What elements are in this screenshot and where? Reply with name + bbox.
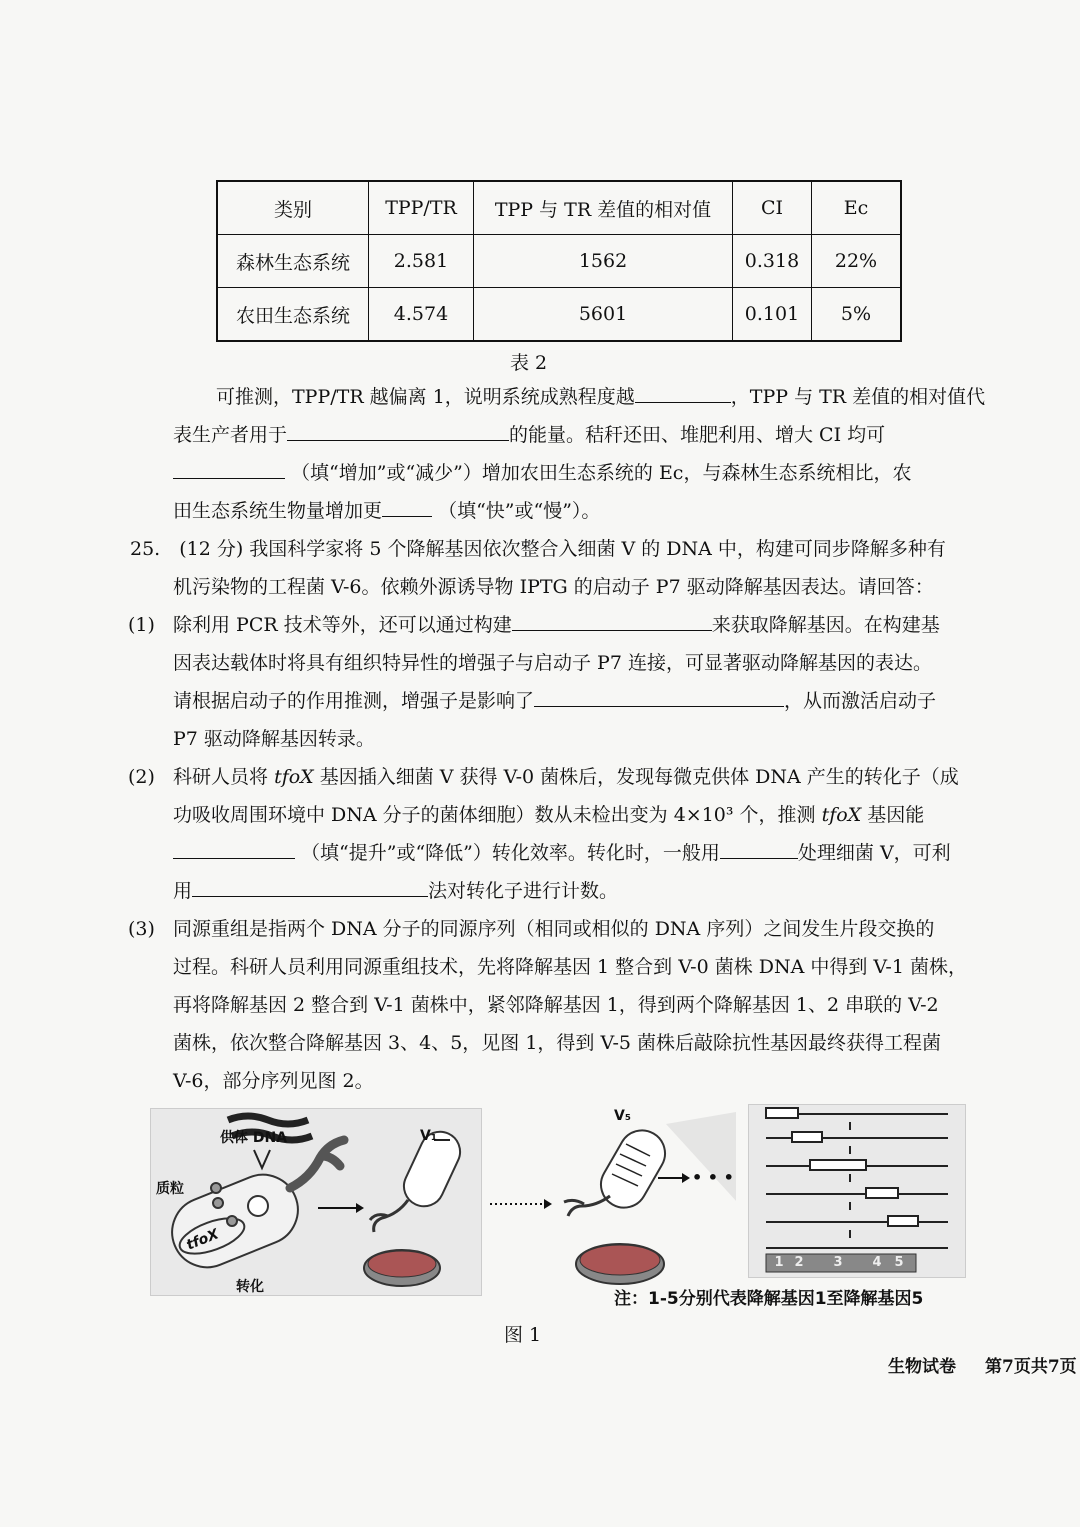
q25-part1-line-3 bbox=[173, 682, 936, 720]
q25-part2-line-1 bbox=[173, 758, 959, 796]
table-header-cell: TPP/TR bbox=[369, 181, 474, 235]
gene-number: 1 bbox=[774, 1255, 784, 1270]
table-header-cell: CI bbox=[733, 181, 812, 235]
q24-line-3 bbox=[173, 454, 911, 492]
text: （填“增加”或“减少”）增加农田生态系统的 Ec，与森林生态系统相比，农 bbox=[291, 462, 912, 484]
table-cell: 森林生态系统 bbox=[217, 235, 369, 288]
q25-intro-2: 机污染物的工程菌 V-6。依赖外源诱导物 IPTG 的启动子 P7 驱动降解基因表达。请回答： bbox=[173, 576, 934, 598]
text: 田生态系统生物量增加更 bbox=[173, 500, 383, 522]
q25-intro-1: 25. (12 分) 我国科学家将 5 个降解基因依次整合入细菌 V 的 DNA 中，构建可同步降解多种有 bbox=[130, 538, 946, 560]
text: ，TPP 与 TR 差值的相对值代 bbox=[730, 386, 986, 408]
table-cell: 1562 bbox=[474, 235, 733, 288]
q25-part1-line-4: P7 驱动降解基因转录。 bbox=[173, 728, 375, 750]
integration-steps-diagram bbox=[748, 1104, 964, 1276]
table-cell: 4.574 bbox=[369, 288, 474, 342]
data-table bbox=[216, 180, 902, 342]
q25-part3-line-2: 过程。科研人员利用同源重组技术，先将降解基因 1 整合到 V-0 菌株 DNA 中得到 V-1 菌株， bbox=[173, 956, 967, 978]
answer-blank[interactable] bbox=[534, 684, 784, 707]
text: 基因插入细菌 V 获得 V-0 菌株后，发现每微克供体 DNA 产生的转化子（成 bbox=[319, 766, 959, 788]
figure-note: 注：1-5分别代表降解基因1至降解基因5 bbox=[614, 1289, 924, 1309]
text: 除利用 PCR 技术等外，还可以通过构建 bbox=[173, 614, 512, 636]
table-cell: 0.101 bbox=[733, 288, 812, 342]
text: 基因能 bbox=[867, 804, 925, 826]
gene-number: 2 bbox=[794, 1255, 804, 1270]
gene-number: 3 bbox=[833, 1255, 843, 1270]
transform-label: 转化 bbox=[236, 1279, 264, 1295]
table-header-cell: TPP 与 TR 差值的相对值 bbox=[474, 181, 733, 235]
q24-line-1 bbox=[216, 378, 985, 416]
q25-part1-number: (1) bbox=[128, 614, 155, 636]
text: 处理细菌 V，可利 bbox=[797, 842, 951, 864]
gene-number: 4 bbox=[872, 1255, 882, 1270]
answer-blank[interactable] bbox=[192, 874, 428, 897]
text: 功吸收周围环境中 DNA 分子的菌体细胞）数从未检出变为 4×10³ 个，推测 bbox=[173, 804, 816, 826]
q25-part3-line-4: 菌株，依次整合降解基因 3、4、5，见图 1，得到 V-5 菌株后敲除抗性基因最终获得工程菌 bbox=[173, 1032, 941, 1054]
v5-label: V₅ bbox=[614, 1108, 631, 1124]
gene-name: tfoX bbox=[274, 766, 314, 788]
q25-part3-line-5: V-6，部分序列见图 2。 bbox=[173, 1070, 374, 1092]
answer-blank[interactable] bbox=[287, 418, 509, 441]
text: 法对转化子进行计数。 bbox=[428, 880, 619, 902]
table-cell: 0.318 bbox=[733, 235, 812, 288]
gene-name: tfoX bbox=[821, 804, 862, 826]
tfox-label: tfoX bbox=[184, 1226, 221, 1254]
text: 科研人员将 bbox=[173, 766, 269, 788]
text: 用 bbox=[173, 880, 193, 902]
answer-blank[interactable] bbox=[173, 836, 295, 859]
table-row bbox=[217, 288, 901, 342]
text: 表生产者用于 bbox=[173, 424, 288, 446]
table-cell: 5% bbox=[812, 288, 902, 342]
footer-subject: 生物试卷 bbox=[888, 1357, 956, 1377]
gene-number: 5 bbox=[894, 1255, 904, 1270]
q24-line-2 bbox=[173, 416, 885, 454]
ellipsis: • • • bbox=[692, 1168, 734, 1187]
answer-blank[interactable] bbox=[635, 380, 731, 403]
table-caption: 表 2 bbox=[510, 352, 548, 374]
answer-blank[interactable] bbox=[382, 494, 432, 517]
q25-part2-line-4 bbox=[173, 872, 618, 910]
footer-page-number: 第7页共7页 bbox=[985, 1357, 1077, 1377]
q25-part2-line-2 bbox=[173, 796, 924, 834]
answer-blank[interactable] bbox=[173, 456, 285, 479]
figure-caption: 图 1 bbox=[504, 1324, 542, 1346]
table-header-row bbox=[217, 181, 901, 235]
q25-part2-line-3 bbox=[173, 834, 951, 872]
text: （填“快”或“慢”）。 bbox=[438, 500, 601, 522]
table-cell: 2.581 bbox=[369, 235, 474, 288]
answer-blank[interactable] bbox=[512, 608, 712, 631]
table-cell: 5601 bbox=[474, 288, 733, 342]
q25-part1-line-1 bbox=[173, 606, 940, 644]
v1-label: V₁ bbox=[420, 1128, 437, 1144]
text: （填“提升”或“降低”）转化效率。转化时，一般用 bbox=[301, 842, 720, 864]
text: 的能量。秸秆还田、堆肥利用、增大 CI 均可 bbox=[509, 424, 886, 446]
q25-part1-line-2: 因表达载体时将具有组织特异性的增强子与启动子 P7 连接，可显著驱动降解基因的表达。 bbox=[173, 652, 932, 674]
table-header-cell: Ec bbox=[812, 181, 902, 235]
table-row bbox=[217, 235, 901, 288]
text: 可推测，TPP/TR 越偏离 1，说明系统成熟程度越 bbox=[216, 386, 635, 408]
table-header-cell: 类别 bbox=[217, 181, 369, 235]
table-cell: 22% bbox=[812, 235, 902, 288]
text: 来获取降解基因。在构建基 bbox=[711, 614, 940, 636]
table-cell: 农田生态系统 bbox=[217, 288, 369, 342]
q24-line-4 bbox=[173, 492, 600, 530]
plasmid-label: 质粒 bbox=[156, 1181, 184, 1197]
donor-dna-label: 供体 DNA bbox=[220, 1130, 288, 1146]
text: 请根据启动子的作用推测，增强子是影响了 bbox=[173, 690, 535, 712]
q25-part3-line-1: 同源重组是指两个 DNA 分子的同源序列（相同或相似的 DNA 序列）之间发生片段交换的 bbox=[173, 918, 935, 940]
q25-part2-number: (2) bbox=[128, 766, 155, 788]
q25-part3-line-3: 再将降解基因 2 整合到 V-1 菌株中，紧邻降解基因 1，得到两个降解基因 1、2 串联的 V-2 bbox=[173, 994, 939, 1016]
q25-part3-number: (3) bbox=[128, 918, 155, 940]
text: ，从而激活启动子 bbox=[784, 690, 937, 712]
answer-blank[interactable] bbox=[720, 836, 798, 859]
gene-number-strip bbox=[770, 1255, 920, 1270]
v5-illustration bbox=[486, 1104, 736, 1300]
